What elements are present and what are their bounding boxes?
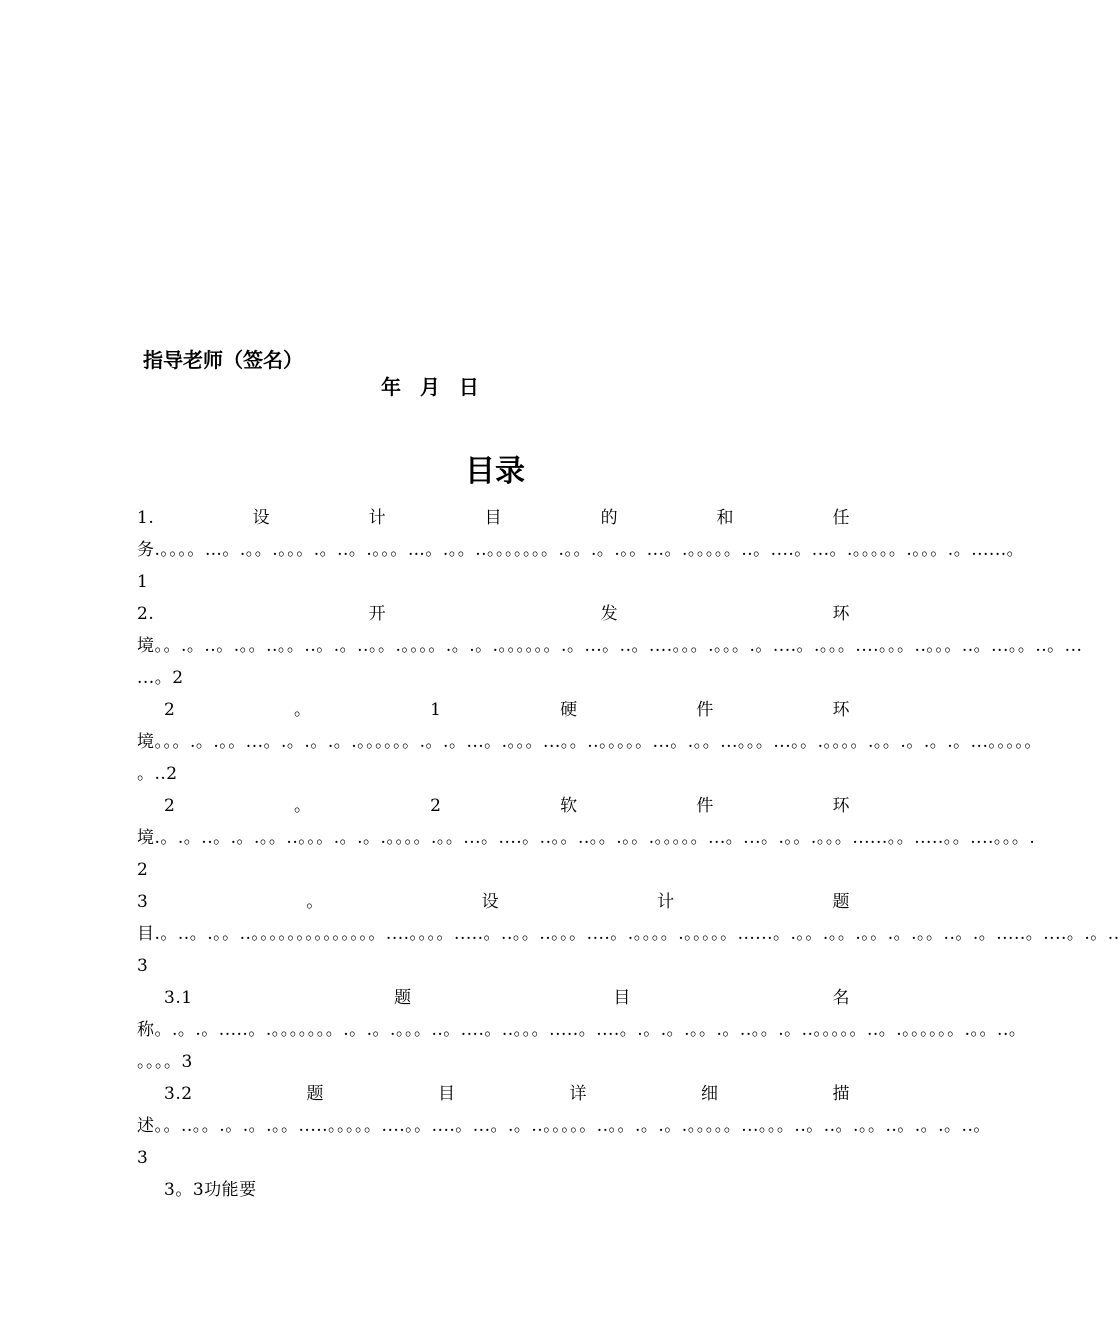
toc-entry[interactable]: 2.开发环境。。.。..。.。。..。。..。.。..。。.。。。。.。.。.。。。。。。.。...。..。....。。。.。。。.。....。.。。。....。。。..。。。..。...。。..。... ...。2: [137, 604, 1083, 688]
toc-title: 目录: [465, 454, 525, 489]
toc-entry[interactable]: 1.设计目的和任务.。。。。…。.。。.。。。.。..。.。。。…。.。。..。。。。。。。.。。.。.。。...。.。。。。。..。....。...。.。。。。。.。。。.。......。1: [137, 508, 1025, 592]
toc-entry[interactable]: 3.2题目详细描述。。..。。.。.。.。。.....。。。。。....。。....。...。.。..。。。。。..。。.。.。.。。。。。...。。。..。..。.。。..。.。.。..。3: [137, 1084, 991, 1168]
toc-entry[interactable]: 3。3功能要: [164, 1180, 257, 1200]
toc-entry[interactable]: 2。2软件环境.。.。..。.。.。。..。。。.。.。.。。。。.。。...。....。..。。..。。.。。.。。。。。...。...。.。。.。。。......。。.....。。....。。。.2: [137, 796, 1036, 880]
toc-entry[interactable]: 3。设计题目.。..。.。。..。。。。。。。。。。。。。。....。。。。.....。..。。..。。。....。.。。。。.。。。。。......。.。。.。。.。。.。.。。..。.。.....。....。.。..3: [137, 892, 1120, 976]
supervisor-signature-label: 指导老师（签名）: [143, 348, 303, 372]
signature-date: 年 月 日: [381, 375, 479, 399]
toc-entry[interactable]: 2。1硬件环境。。。.。.。。...。.。.。.。.。。。。。。.。.。...。.。。。...。。..。。。。。...。.。。...。。。...。。.。。。。.。。.。.。.。...。。。。。 。..2: [137, 700, 1042, 784]
table-of-contents: [137, 502, 1120, 1206]
toc-entry[interactable]: 3.1题目名称。.。.。.....。.。。。。。。。.。.。.。。。..。....。..。。。.....。....。.。.。.。。.。..。。.。..。。。。。..。.。。。。。。.。。..。 。。。。3: [137, 988, 1027, 1072]
